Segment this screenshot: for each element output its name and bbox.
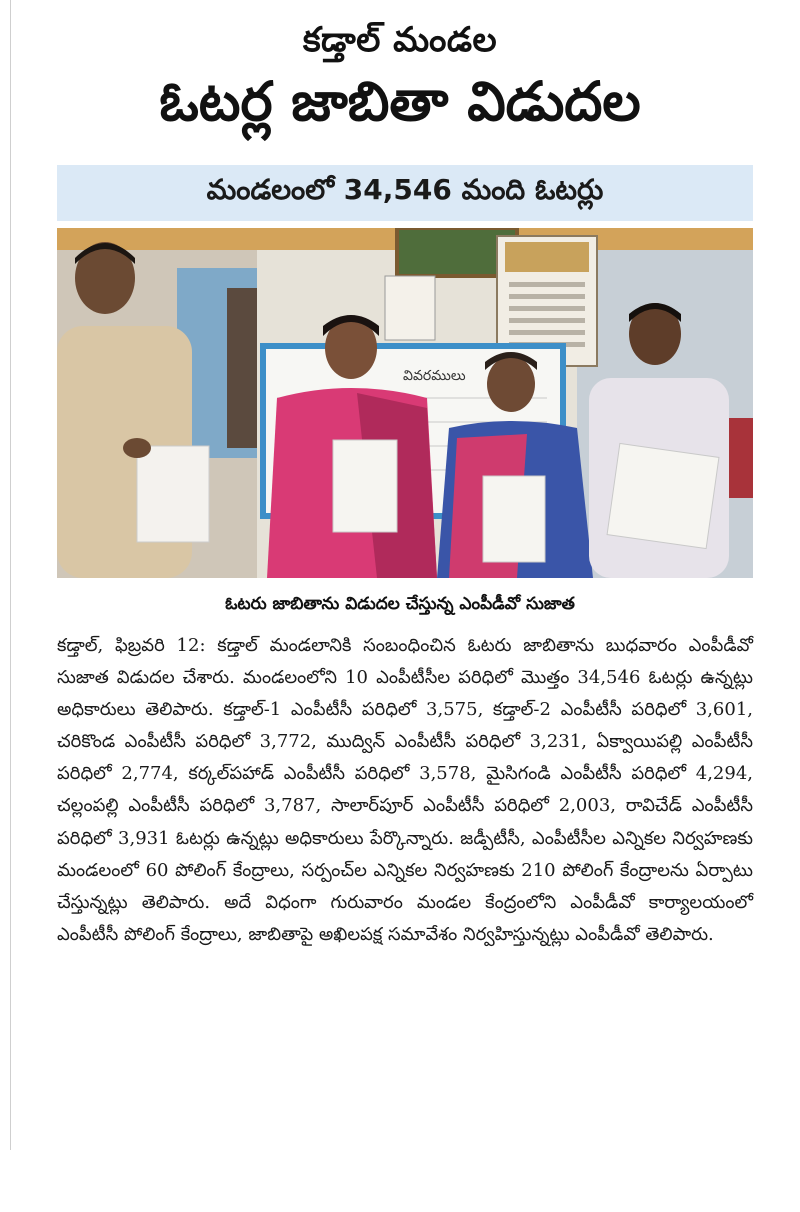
column-rule [10,0,11,1150]
news-photo-illustration [57,228,753,578]
news-photo [57,228,753,578]
article-headline: ఓటర్ల జాబితా విడుదల [159,70,641,133]
article-subhead: మండలంలో 34,546 మంది ఓటర్లు [206,173,604,206]
subhead-band [57,165,753,221]
article-kicker: కడ్తాల్ మండల [302,20,498,60]
article-body: కడ్తాల్, ఫిబ్రవరి 12: కడ్తాల్ మండలానికి సంబంధించిన ఓటరు జాబితాను బుధవారం ఎంపీడీవో సుజాత విడుదల చేశారు. మండలంలోని 10 ఎంపీటీసీల పరిధిలో మొత్తం 34,546 ఓటర్లు ఉన్నట్లు అధికారులు తెలిపారు. కడ్తాల్-1 ఎంపీటీసీ పరిధిలో 3,575, కడ్తాల్-2 ఎంపీటీసీ పరిధిలో 3,601, చరికొండ ఎంపీటీసీ పరిధిలో 3,772, ముద్విన్ ఎంపీటీసీ పరిధిలో 3,231, ఏక్వాయిపల్లి ఎంపీటీసీ పరిధిలో 2,774, కర్కల్‌పహాడ్ ఎంపీటీసీ పరిధిలో 3,578, మైసిగండి ఎంపీటీసీ పరిధిలో 4,294, చల్లంపల్లి ఎంపీటీసీ పరిధిలో 3,787, సాలార్‌పూర్ ఎంపీటీసీ పరిధిలో 2,003, రావిచేడ్ ఎంపీటీసీ పరిధిలో 3,931 ఓటర్లు ఉన్నట్లు అధికారులు పేర్కొన్నారు. జడ్పీటీసీ, ఎంపీటీసీల ఎన్నికల నిర్వహణకు మండలంలో 60 పోలింగ్ కేంద్రాలు, సర్పంచ్‌ల ఎన్నికల నిర్వహణకు 210 పోలింగ్ కేంద్రాలను ఏర్పాటు చేస్తున్నట్లు తెలిపారు. అదే విధంగా గురువారం మండల కేంద్రంలోని ఎంపీడీవో కార్యాలయంలో ఎంపీటీసీ పోలింగ్ కేంద్రాలు, జాబితాపై అఖిలపక్ష సమావేశం నిర్వహిస్తున్నట్లు ఎంపీడీవో తెలిపారు. [57,635,753,945]
photo-caption: ఓటరు జాబితాను విడుదల చేస్తున్న ఎంపీడీవో సుజాత [225,594,575,614]
wall-chart-label: వివరములు [403,368,466,384]
